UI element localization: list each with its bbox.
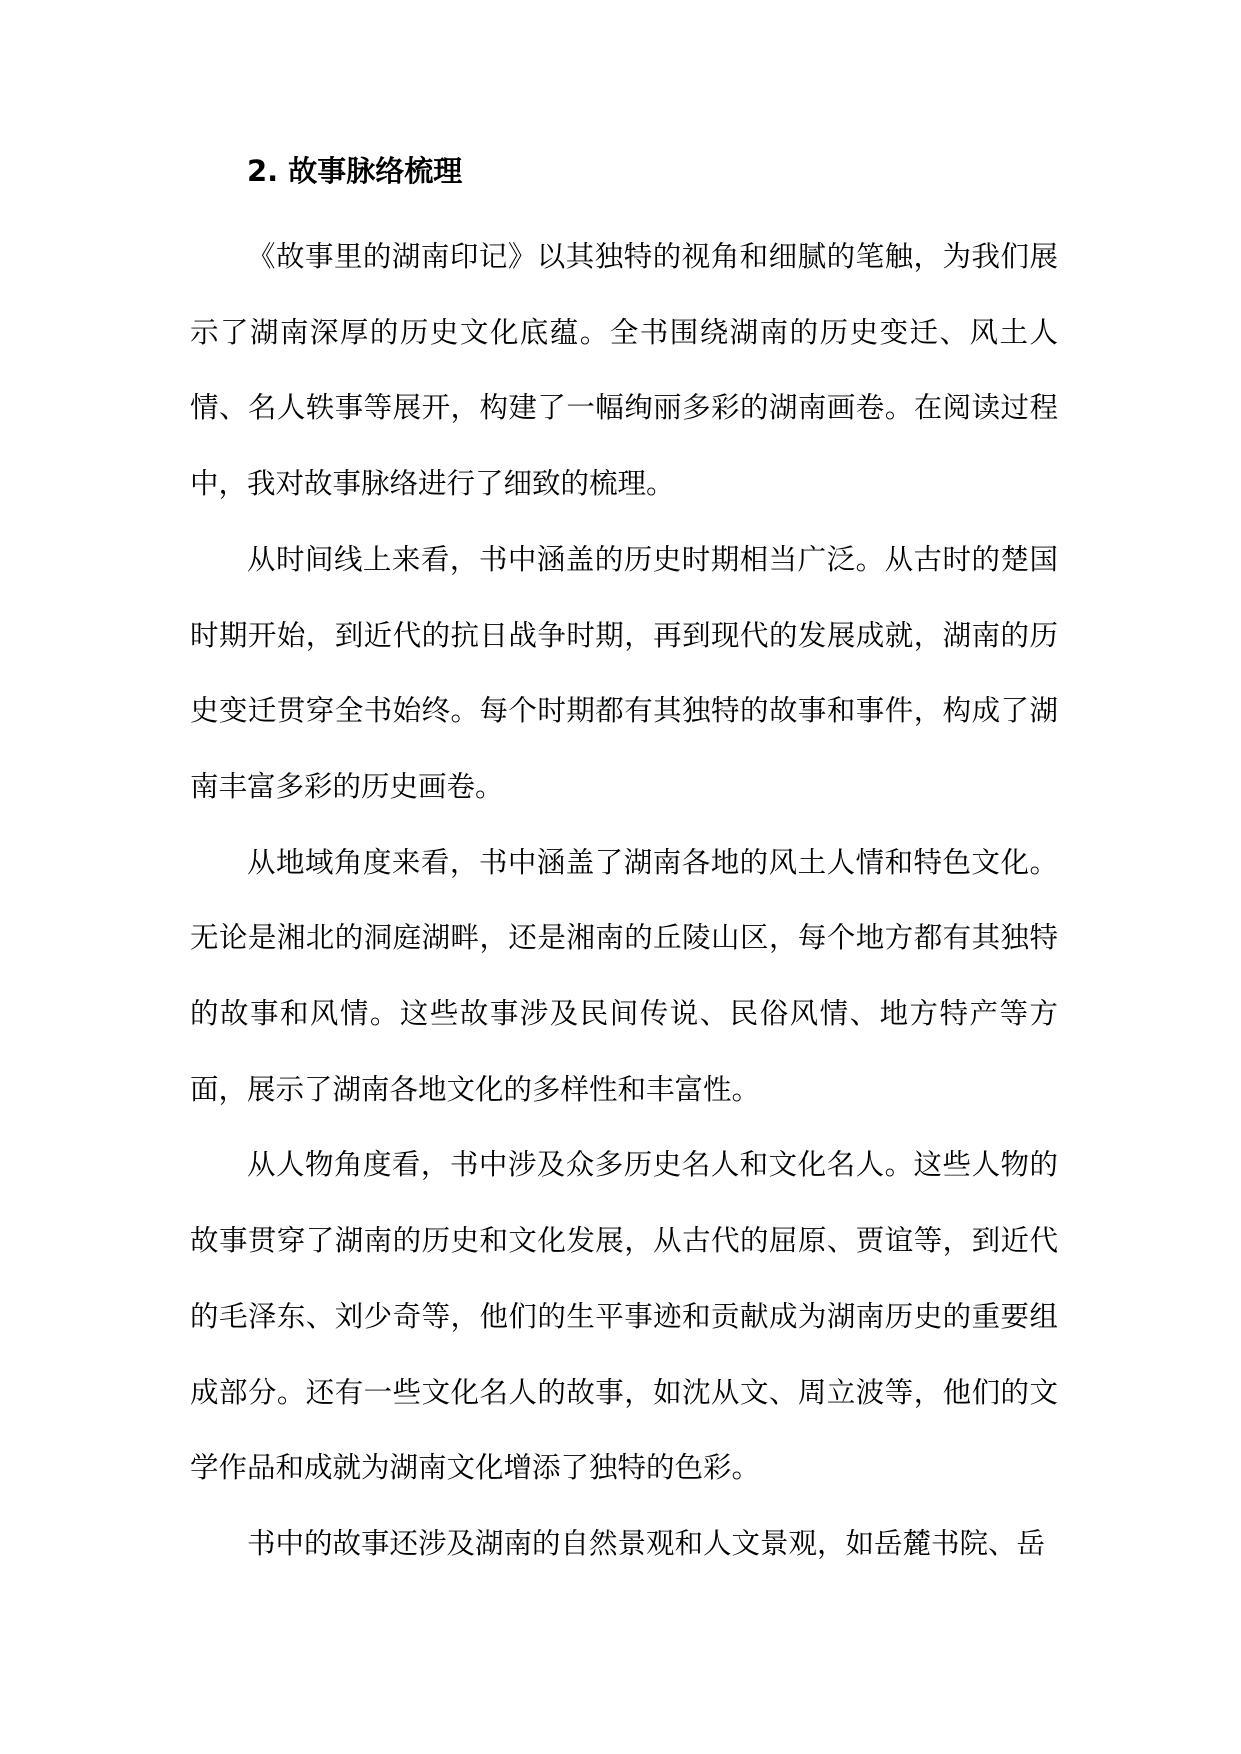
paragraph-intro: 《故事里的湖南印记》以其独特的视角和细腻的笔触，为我们展示了湖南深厚的历史文化底蕴。全书围绕湖南的历史变迁、风土人情、名人轶事等展开，构建了一幅绚丽多彩的湖南画卷。在阅读过程中，我对故事脉络进行了细致的梳理。 (190, 240, 1058, 501)
paragraph-people: 从人物角度看，书中涉及众多历史名人和文化名人。这些人物的故事贯穿了湖南的历史和文化发展，从古代的屈原、贾谊等，到近代的毛泽东、刘少奇等，他们的生平事迹和贡献成为湖南历史的重要组成部分。还有一些文化名人的故事，如沈从文、周立波等，他们的文学作品和成就为湖南文化增添了独特的色彩。 (190, 1148, 1058, 1485)
paragraph-landscape: 书中的故事还涉及湖南的自然景观和人文景观，如岳麓书院、岳 (247, 1526, 1046, 1560)
paragraph-region: 从地域角度来看，书中涵盖了湖南各地的风土人情和特色文化。无论是湘北的洞庭湖畔，还是湘南的丘陵山区，每个地方都有其独特的故事和风情。这些故事涉及民间传说、民俗风情、地方特产等方面，展示了湖南各地文化的多样性和丰富性。 (190, 845, 1058, 1106)
section-heading: 2. 故事脉络梳理 (247, 154, 463, 188)
document-body (190, 145, 1058, 1582)
paragraph-timeline: 从时间线上来看，书中涵盖的历史时期相当广泛。从古时的楚国时期开始，到近代的抗日战争时期，再到现代的发展成就，湖南的历史变迁贯穿全书始终。每个时期都有其独特的故事和事件，构成了湖南丰富多彩的历史画卷。 (190, 542, 1058, 803)
